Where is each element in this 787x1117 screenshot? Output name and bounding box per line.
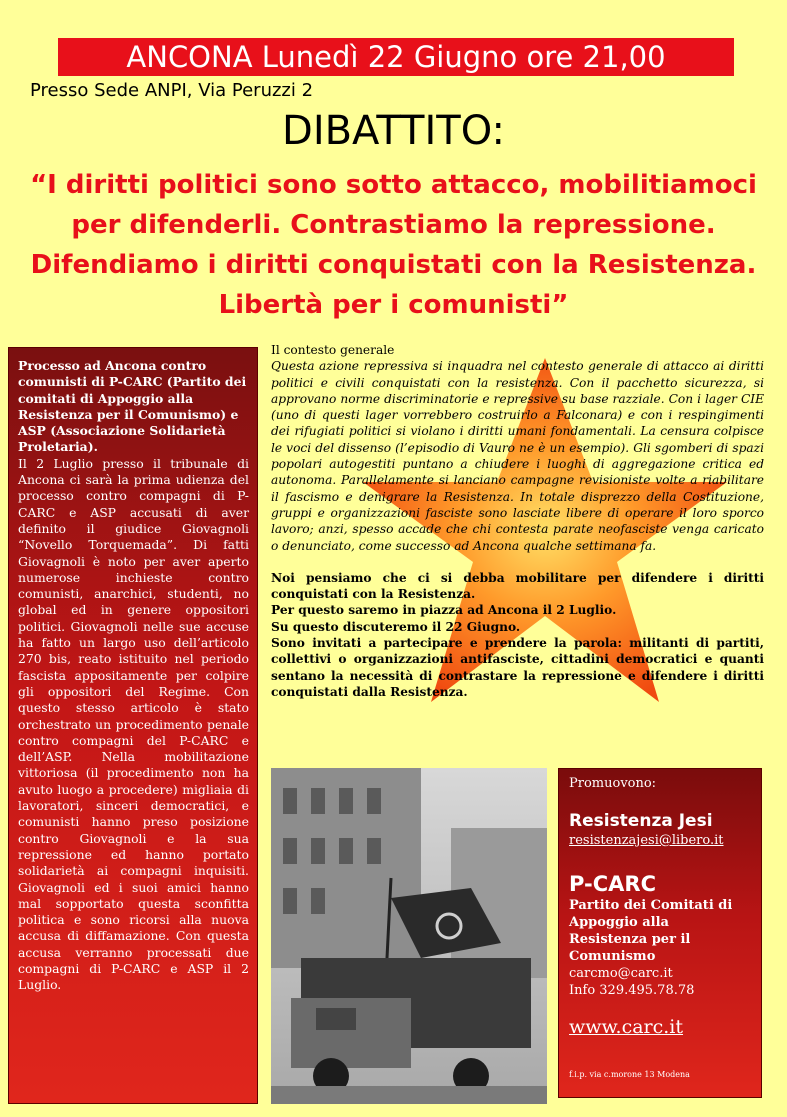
trial-info-box (8, 347, 258, 1104)
trial-body: Il 2 Luglio presso il tribunale di Ancona ci sarà la prima udienza del processo contro compagni di P-CARC e ASP accusati di aver definito il giudice Giovagnoli “Novello Torquemada”. Di fatti Giovagnoli è noto per aver aperto numerose inchieste contro comunisti, anarchici, studenti, no global ed in genere oppositori politici. Giovagnoli nelle sue accuse ha fatto un largo uso dell’articolo 270 bis, reato istituito nel periodo fascista appositamente per colpire gli oppositori del Regime. Con questo stesso articolo è stato orchestrato un procedimento penale contro compagni del P-CARC e dell’ASP. Nella mobilitazione vittoriosa (il procedimento non ha avuto luogo a procedere) migliaia di lavoratori, sinceri democratici, e comunisti hanno preso posizione contro Giovagnoli e la sua repressione ed hanno portato solidarietà ai compagni inquisiti. Giovagnoli ed i suoi amici hanno mal sopportato questa sconfitta politica e sono ricorsi alla nuova accusa di diffamazione. Con questa accusa verranno processati due compagni di P-CARC e ASP il 2 Luglio. (18, 455, 249, 993)
event-headline: ANCONA Lunedì 22 Giugno ore 21,00 (58, 38, 734, 76)
call-line-3: Su questo discuteremo il 22 Giugno. (271, 619, 521, 634)
org-resistenza-jesi: Resistenza Jesi (569, 811, 713, 831)
slogan-quote: “I diritti politici sono sotto attacco, mobilitiamoci per difenderli. Contrastiamo la repressione. Difendiamo i diritti conquistati con la Resistenza. Libertà per i comunisti” (30, 170, 757, 320)
org-pcarc: P-CARC (569, 872, 656, 896)
org1-email-link[interactable]: resistenzajesi@libero.it (569, 833, 724, 848)
call-line-2: Per questo saremo in piazza ad Ancona il 2 Luglio. (271, 603, 617, 618)
website-link[interactable]: www.carc.it (569, 1016, 684, 1038)
call-line-4: Sono invitati a partecipare e prendere la parola: militanti di partiti, collettivi o organizzazioni antifasciste, cittadini democratici e quanti sentano la necessità di contrastare la repressione e difendere i diritti conquistati dalla Resistenza. (271, 636, 764, 699)
call-line-1: Noi pensiamo che ci si debba mobilitare per difendere i diritti conquistati con la Resistenza. (271, 570, 764, 602)
page-title: DIBATTITO: (282, 108, 505, 154)
context-body: Questa azione repressiva si inquadra nel contesto generale di attacco ai diritti politici e civili conquistati con la resistenza. Con il pacchetto sicurezza, si approvano norme discriminatorie e repressive su base razziale. Con i lager CIE (uno di questi lager vorrebbero costruirlo a Falconara) e con i respingimenti dei rifugiati politici si violano i diritti umani fondamentali. La censura colpisce le voci del dissenso (l’episodio di Vauro ne è un esempio). Gli sgomberi di spazi popolari autogestiti puntano a chiudere i luoghi di aggregazione critica ed autonoma. Parallelamente si lanciano campagne revisioniste volte a riabilitare il fascismo e denigrare la Resistenza. In totale disprezzo della Costituzione, gruppi e organizzazioni fasciste sono lasciate libere di operare il loro sporco lavoro; anzi, spesso accade che chi contesta parate neofasciste venga caricato o denunciato, come successo ad Ancona qualche settimana fa. (271, 359, 764, 553)
context-title: Il contesto generale (271, 343, 395, 357)
venue-line: Presso Sede ANPI, Via Peruzzi 2 (30, 80, 314, 101)
call-to-action (271, 570, 764, 700)
org2-full-name: Partito dei Comitati di Appoggio alla Resistenza per il Comunismo (569, 898, 733, 964)
org2-email[interactable]: carcmo@carc.it (569, 966, 673, 981)
context-section (271, 342, 764, 700)
trial-heading: Processo ad Ancona contro comunisti di P-CARC (Partito dei comitati di Appoggio alla Resistenza per il Comunismo) e ASP (Associazione Solidarietà Proletaria). (18, 358, 247, 455)
historical-photo (271, 768, 547, 1104)
promoters-box (558, 768, 762, 1098)
printer-note: f.i.p. via c.morone 13 Modena (569, 1070, 690, 1079)
promoters-label: Promuovono: (569, 776, 657, 791)
org2-phone: Info 329.495.78.78 (569, 983, 695, 998)
